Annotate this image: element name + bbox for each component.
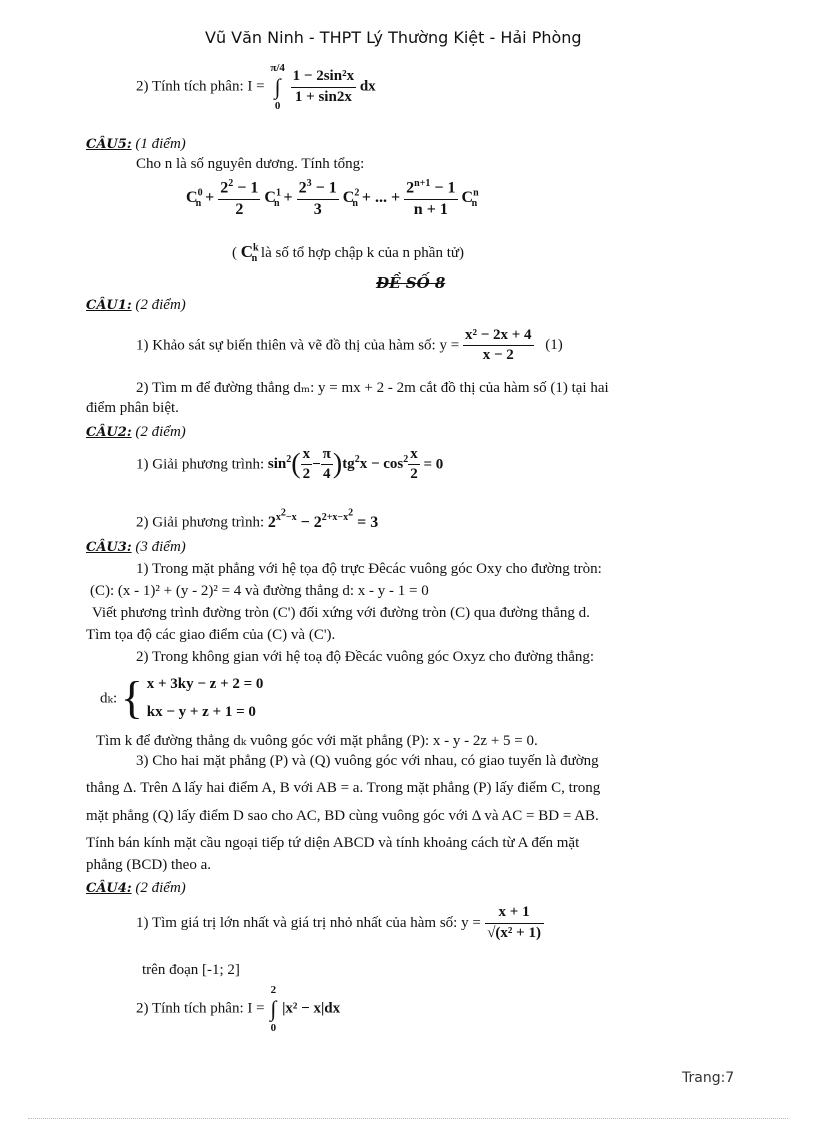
cau3-line6: Tìm k để đường thẳng dₖ vuông góc với mặt phẳng (P): x - y - 2z + 5 = 0. bbox=[96, 733, 538, 749]
cau4-q1-numerator: x + 1 bbox=[485, 904, 544, 924]
cau3-label: CÂU3: bbox=[86, 540, 132, 555]
cau1-q2-line1: 2) Tìm m để đường thẳng dₘ: y = mx + 2 - 2m cắt đồ thị của hàm số (1) tại hai bbox=[136, 380, 609, 396]
cau4-integrand: |x² − x|dx bbox=[282, 1000, 341, 1017]
integral-sign: π/4 ∫ 0 bbox=[270, 62, 285, 112]
cau4-int-lower: 0 bbox=[270, 1022, 277, 1034]
cau3-line8: thẳng Δ. Trên Δ lấy hai điểm A, B với AB = a. Trong mặt phẳng (P) lấy điểm C, trong bbox=[86, 780, 601, 796]
cau3-line9: mặt phẳng (Q) lấy điểm D sao cho AC, BD cùng vuông góc với Δ và AC = BD = AB. bbox=[86, 808, 599, 824]
cau3-line5: 2) Trong không gian với hệ toạ độ Đềcác vuông góc Oxyz cho đường thẳng: bbox=[136, 649, 595, 665]
integral-lower-limit: 0 bbox=[274, 100, 281, 112]
cau4-q2-text: 2) Tính tích phân: I = bbox=[136, 1000, 265, 1017]
cau3-points: (3 điểm) bbox=[135, 539, 186, 555]
cau1-heading bbox=[86, 297, 186, 314]
cau3-system: dₖ: { x + 3ky − z + 2 = 0 kx − y + z + 1 = 0 bbox=[100, 670, 263, 726]
cau1-q1-fraction bbox=[463, 327, 534, 365]
cau3-eq2: kx − y + z + 1 = 0 bbox=[146, 704, 256, 720]
cau1-q1-denominator: x − 2 bbox=[482, 347, 514, 364]
cau4-int-upper: 2 bbox=[270, 984, 277, 996]
cau2-q1-text: 1) Giải phương trình: bbox=[136, 456, 265, 473]
cau5-note-text: là số tổ hợp chập k của n phần tử) bbox=[260, 245, 464, 261]
cau5-line1: Cho n là số nguyên dương. Tính tổng: bbox=[136, 156, 365, 172]
cau2-label: CÂU2: bbox=[86, 425, 132, 440]
cau5-heading bbox=[86, 136, 186, 153]
cau4-q1 bbox=[136, 904, 544, 943]
page-bottom-rule bbox=[28, 1118, 788, 1119]
cau5-points: (1 điểm) bbox=[135, 136, 186, 152]
cau3-line1: 1) Trong mặt phẳng với hệ tọa độ trực Đêcác vuông góc Oxy cho đường tròn: bbox=[136, 561, 602, 577]
cau3-heading bbox=[86, 539, 186, 556]
cau3-line2: (C): (x - 1)² + (y - 2)² = 4 và đường thẳng d: x - y - 1 = 0 bbox=[90, 583, 429, 599]
cau3-line4: Tìm tọa độ các giao điểm của (C) và (C'). bbox=[86, 627, 336, 643]
cau1-q1-numerator: x² − 2x + 4 bbox=[463, 327, 534, 346]
cau4-label: CÂU4: bbox=[86, 881, 132, 896]
cau1-q1-tag: (1) bbox=[545, 337, 563, 354]
page-number: Trang:7 bbox=[682, 1070, 735, 1086]
top-q2-label: 2) Tính tích phân: I = bbox=[136, 78, 265, 95]
cau2-q2-text: 2) Giải phương trình: bbox=[136, 514, 265, 531]
cau4-integral-sign: 2 ∫ 0 bbox=[270, 984, 277, 1034]
cau2-q2: 2) Giải phương trình: $2^{x^2-x} - 2^{2+x-x^2} = 3$ bbox=[136, 508, 379, 531]
top-dx: dx bbox=[359, 78, 376, 95]
cau4-heading bbox=[86, 880, 186, 897]
top-denominator: 1 + sin2x bbox=[294, 88, 352, 105]
cau4-q1-range: trên đoạn [-1; 2] bbox=[142, 962, 240, 978]
cau3-dk: dₖ: bbox=[100, 690, 118, 707]
cau1-q1 bbox=[136, 327, 563, 365]
cau2-points: (2 điểm) bbox=[135, 424, 186, 440]
page-header: Vũ Văn Ninh - THPT Lý Thường Kiệt - Hải Phòng bbox=[205, 28, 582, 47]
cau5-label: CÂU5: bbox=[86, 137, 132, 152]
cau2-heading bbox=[86, 424, 186, 441]
cau3-line10: Tính bán kính mặt cầu ngoại tiếp tứ diện ABCD và tính khoảng cách từ A đến mặt bbox=[86, 835, 580, 851]
cau3-line7: 3) Cho hai mặt phẳng (P) và (Q) vuông góc với nhau, có giao tuyến là đường bbox=[136, 753, 599, 769]
cau4-q1-text: 1) Tìm giá trị lớn nhất và giá trị nhỏ nhất của hàm số: y = bbox=[136, 914, 481, 931]
cau3-line11: phẳng (BCD) theo a. bbox=[86, 857, 211, 873]
cau1-q2-line2: điểm phân biệt. bbox=[86, 400, 179, 416]
cau1-label: CÂU1: bbox=[86, 298, 132, 313]
cau4-q1-fraction bbox=[485, 904, 544, 943]
cau4-points: (2 điểm) bbox=[135, 880, 186, 896]
cau1-q1-text: 1) Khảo sát sự biến thiên và vẽ đồ thị của hàm số: y = bbox=[136, 337, 460, 354]
cau4-q2 bbox=[136, 984, 340, 1034]
top-fraction bbox=[291, 68, 356, 106]
integral-upper-limit: π/4 bbox=[270, 62, 285, 74]
cau2-q1: 1) Giải phương trình: $\sin^2$( $\frac{x}{2}$ − $\frac{\pi}{4}$ )$tg^2x - \cos^2$ $\frac{x}{2}$ = 0 bbox=[136, 446, 444, 483]
top-integral-question bbox=[136, 62, 376, 112]
cau3-eq1: x + 3ky − z + 2 = 0 bbox=[146, 676, 264, 692]
cau4-q1-denominator: √(x² + 1) bbox=[487, 925, 541, 942]
cau5-sum-formula: $C^0_n$ + $\frac{2^2 - 1}{2}$ $C^1_n$ + $\frac{2^3 - 1}{3}$ $C^2_n$ + ... + $\frac{2^{n+1} - 1}{n + 1}$ $C^n_n$ bbox=[186, 178, 479, 218]
de-so-heading: ĐỀ SỐ 8 bbox=[376, 274, 446, 292]
top-numerator: 1 − 2sin²x bbox=[291, 68, 356, 87]
cau3-line3: Viết phương trình đường tròn (C') đối xứng với đường tròn (C) qua đường thẳng d. bbox=[92, 605, 590, 621]
cau1-points: (2 điểm) bbox=[135, 297, 186, 313]
cau5-note: ( $C^k_n$ là số tổ hợp chập k của n phần tử) bbox=[232, 242, 464, 265]
